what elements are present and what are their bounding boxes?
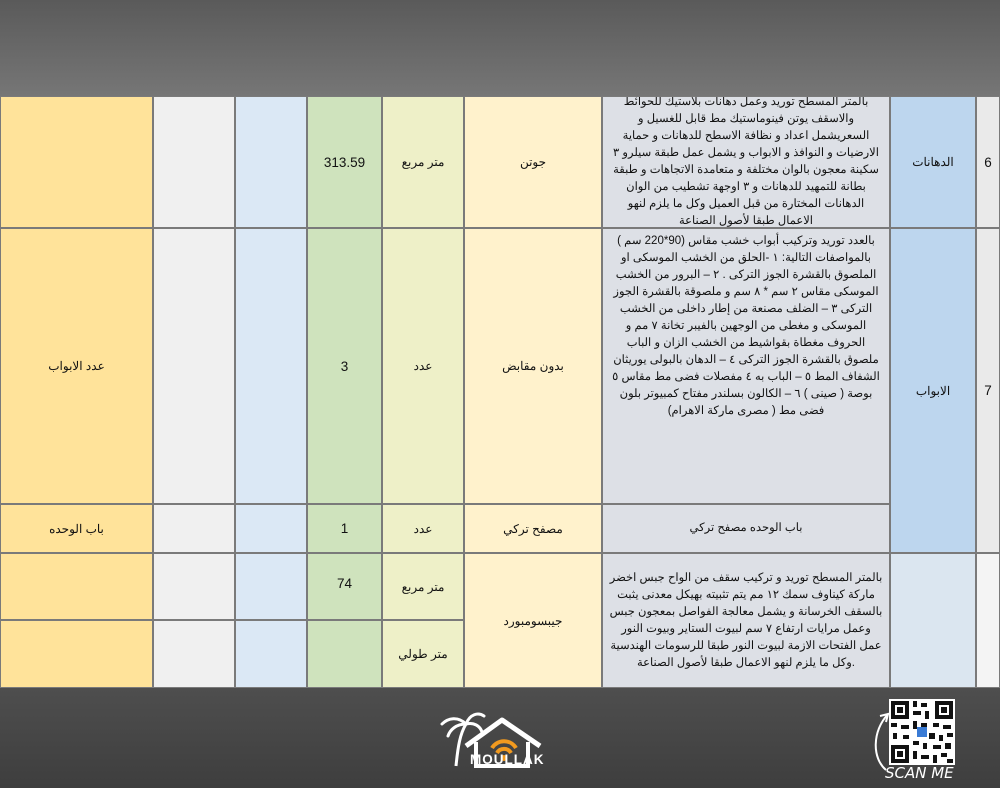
brand-text: جيبسومبورد xyxy=(503,613,563,628)
description-text: بالعدد توريد وتركيب أبواب خشب مقاس (90*220 سم ) بالمواصفات التالية: ١ -الحلق من الخشب الموسكى او الملصوق بالقشرة الجوز التركى . ٢ – البرور من الخشب الموسكى مقاس ٢ سم * ٨ سم و ملصوقة بالقشرة الجوز التركى ٣ – الضلف مصنعة من إطار داخلى من الخشب الموسكى و مغطى من الوجهين بالفيبر تخانة ٧ مم و الحروف مغطاة بقواشيط من الخشب الزان و الباب ملصوق بالقشرة الجوز التركى ٤ – الدهان بالبولى يوريثان الشفاف المط ٥ – الباب به ٤ مفصلات فضى مط مقاس ٥ بوصة ( صينى ) ٦ – الكالون بسلندر مفتاح كمبيوتر بلون فضى مط ( مصرى ماركة الاهرام) xyxy=(612,235,880,417)
item-cell xyxy=(890,96,976,228)
brand-text: بدون مقابض xyxy=(502,359,564,373)
qty-text: 3 xyxy=(340,358,349,374)
empty-cell xyxy=(153,553,235,620)
top-band xyxy=(0,0,1000,96)
brand-cell xyxy=(464,553,602,688)
empty-cell xyxy=(153,504,235,553)
description-text: بالمتر المسطح توريد وعمل دهانات بلاستيك للحوائط والاسقف يوتن فينوماستيك مط قابل للغسيل و السعريشمل اعداد و نظافة الاسطح للدهانات و حماية الارضيات و النوافذ و الابواب و يشمل عمل طبقة سيلرو ٣ سكينة معجون بالوان مختلفة و متعامدة الاتجاهات و طبقة بطانة للتمهيد للدهانات و ٣ اوجهة تشطيب من الوان الدهانات المختارة من قبل العميل وكل ما يلزم لنهو الاعمال طبقا لأصول الصناعة xyxy=(613,96,879,227)
empty-cell xyxy=(235,620,307,688)
unit-text: متر طولي xyxy=(398,647,448,661)
qty-cell xyxy=(307,504,382,553)
remark-cell xyxy=(0,96,153,228)
row-number-cell xyxy=(976,553,1000,688)
qty-cell xyxy=(307,553,382,620)
empty-cell xyxy=(235,504,307,553)
description-cell xyxy=(602,504,890,553)
scan-me-label: SCAN ME xyxy=(885,764,954,782)
description-cell xyxy=(602,553,890,688)
unit-text: متر مربع xyxy=(401,579,445,594)
boq-table xyxy=(0,96,1000,688)
item-cell xyxy=(890,553,976,688)
unit-text: عدد xyxy=(413,359,433,373)
empty-cell xyxy=(153,96,235,228)
brand-cell xyxy=(464,228,602,504)
row-number-cell xyxy=(976,228,1000,553)
description-cell xyxy=(602,228,890,504)
remark-text: باب الوحده xyxy=(49,521,104,536)
qty-text: 313.59 xyxy=(323,154,366,170)
qty-cell xyxy=(307,620,382,688)
qty-text: 74 xyxy=(336,576,353,591)
moullak-logo xyxy=(436,706,568,778)
brand-text: مصفح تركي xyxy=(503,521,563,536)
qty-cell xyxy=(307,96,382,228)
remark-cell xyxy=(0,620,153,688)
remark-text: عدد الابواب xyxy=(48,359,105,373)
qty-cell xyxy=(307,228,382,504)
unit-text: عدد xyxy=(413,521,433,536)
item-cell xyxy=(890,228,976,553)
description-text: باب الوحده مصفح تركي xyxy=(689,522,803,534)
brand-text: جوتن xyxy=(519,155,547,169)
logo-text: MOULLAK xyxy=(470,752,545,767)
remark-cell xyxy=(0,504,153,553)
remark-cell xyxy=(0,553,153,620)
row-number: 6 xyxy=(984,154,992,170)
brand-cell xyxy=(464,504,602,553)
empty-cell xyxy=(235,228,307,504)
empty-cell xyxy=(235,553,307,620)
item-text: الابواب xyxy=(915,383,951,398)
unit-cell xyxy=(382,228,464,504)
brand-cell xyxy=(464,96,602,228)
description-text: بالمتر المسطح توريد و تركيب سقف من الواح جبس اخضر ماركة كيناوف سمك ١٢ مم يتم تثبيته بهيكل معدنى يثبت بالسقف الخرسانة و يشمل معالجة الفواصل بمعجون جبس وعمل مرايات ارتفاع ٧ سم لبيوت الستاير وبيوت النور عمل الفتحات الازمة لبيوت النور طبقا للرسومات الهندسية .وكل ما يلزم لنهو الاعمال طبقا لأصول الصناعة xyxy=(609,571,883,669)
row-number-cell xyxy=(976,96,1000,228)
unit-cell xyxy=(382,553,464,620)
unit-cell xyxy=(382,96,464,228)
unit-text: متر مربع xyxy=(401,155,445,169)
empty-cell xyxy=(235,96,307,228)
qty-text: 1 xyxy=(340,521,349,536)
description-cell xyxy=(602,96,890,228)
qr-code[interactable] xyxy=(889,699,955,765)
unit-cell xyxy=(382,504,464,553)
unit-cell xyxy=(382,620,464,688)
empty-cell xyxy=(153,228,235,504)
empty-cell xyxy=(153,620,235,688)
remark-cell xyxy=(0,228,153,504)
row-number: 7 xyxy=(984,383,992,398)
item-text: الدهانات xyxy=(912,155,954,169)
